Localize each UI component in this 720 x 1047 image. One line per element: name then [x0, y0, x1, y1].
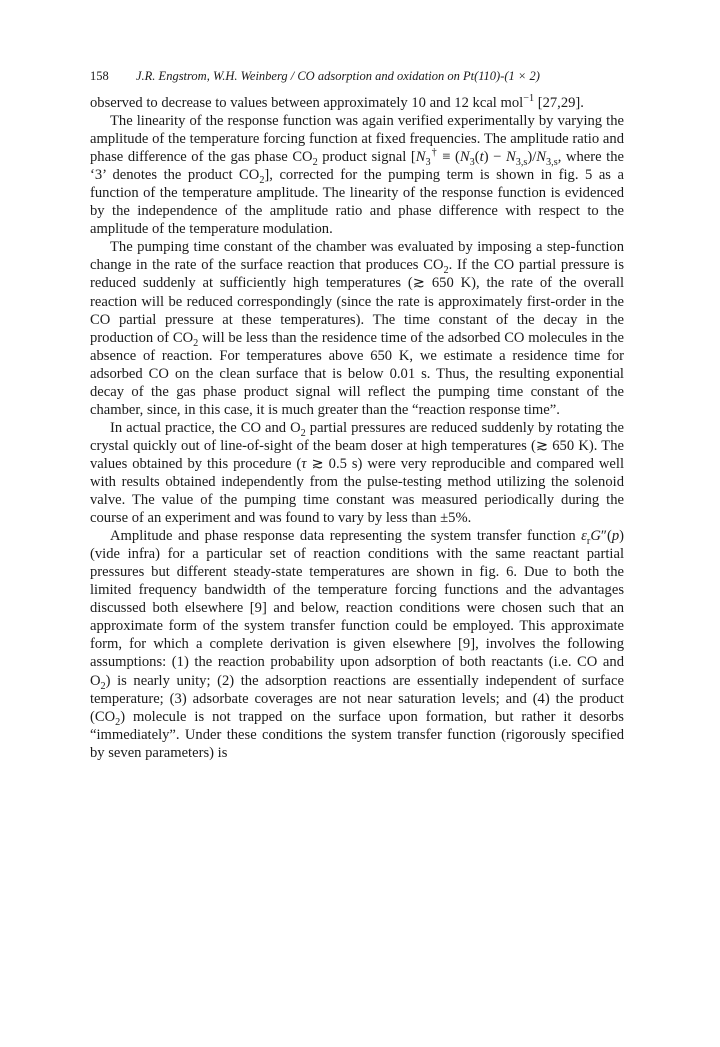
- paragraph: In actual practice, the CO and $O_2$ partial pressures are reduced suddenly by rotating the crystal quickly out of line-of-sight of the beam doser at high temperatures (≳ 650 K). The values obtained by this procedure (τ ≳ 0.5 s) were very reproducible and compared well with results obtained independently from the pulse-testing method utilizing the solenoid valve. The value of the pumping time constant was measured periodically during the course of an experiment and was found to vary by less than ±5%.: [90, 419, 625, 527]
- paragraph: observed to decrease to values between approximately 10 and 12 kcal mol$^{-1}$ [27,29].: [90, 93, 584, 111]
- article-body: [90, 94, 624, 762]
- paragraph: The pumping time constant of the chamber was evaluated by imposing a step-function change in the rate of the surface reaction that produces $CO_2$. If the CO partial pressure is reduced suddenly at sufficiently high temperatures (≳ 650 K), the rate of the overall reaction will be reduced correspondingly (since the rate is approximately first-order in the CO partial pressure at these temperatures). The time constant of the decay in the production of $CO_2$ will be less than the residence time of the adsorbed CO molecules in the absence of reaction. For temperatures above 650 K, we estimate a residence time for adsorbed CO on the clean surface that is below 0.01 s. Thus, the resulting exponential decay of the gas phase product signal will reflect the pumping time constant of the chamber, since, in this case, it is much greater than the “reaction response time”.: [90, 239, 624, 418]
- running-title: J.R. Engstrom, W.H. Weinberg / CO adsorption and oxidation on Pt(110)-(1 × 2): [136, 69, 540, 83]
- page-number: 158: [90, 69, 109, 83]
- paragraph: The linearity of the response function was again verified experimentally by varying the amplitude of the temperature forcing function at fixed frequencies. The amplitude ratio and phase difference of the gas phase $CO_2$ product signal [$N_3^\dagger \equiv (N_3(t) - N_{3,s})/N_{3,s}$, where the ‘3’ denotes the product $CO_2$], corrected for the pumping term is shown in fig. 5 as a function of the temperature amplitude. The linearity of the response function is evidenced by the independence of the amplitude ratio and phase difference with respect to the amplitude of the temperature modulation.: [90, 113, 625, 238]
- running-header: [90, 68, 630, 84]
- paragraph: Amplitude and phase response data representing the system transfer function $\varepsilon_rG''(p)$ (vide infra) for a particular set of reaction conditions with the same reactant partial pressures but different steady-state temperatures are shown in fig. 6. Due to both the limited frequency bandwidth of the temperature forcing functions and the advantages discussed both elsewhere [9] and below, reaction conditions were chosen such that an approximate form of the system transfer function could be employed. This approximate form, for which a complete derivation is given elsewhere [9], involves the following assumptions: (1) the reaction probability upon adsorption of both reactants (i.e. CO and $O_2$) is nearly unity; (2) the adsorption reactions are essentially independent of surface temperature; (3) adsorbate coverages are not near saturation levels; and (4) the product $(CO_2)$ molecule is not trapped on the surface upon formation, but rather it desorbs “immediately”. Under these conditions the system transfer function (rigorously specified by seven parameters) is: [90, 528, 624, 761]
